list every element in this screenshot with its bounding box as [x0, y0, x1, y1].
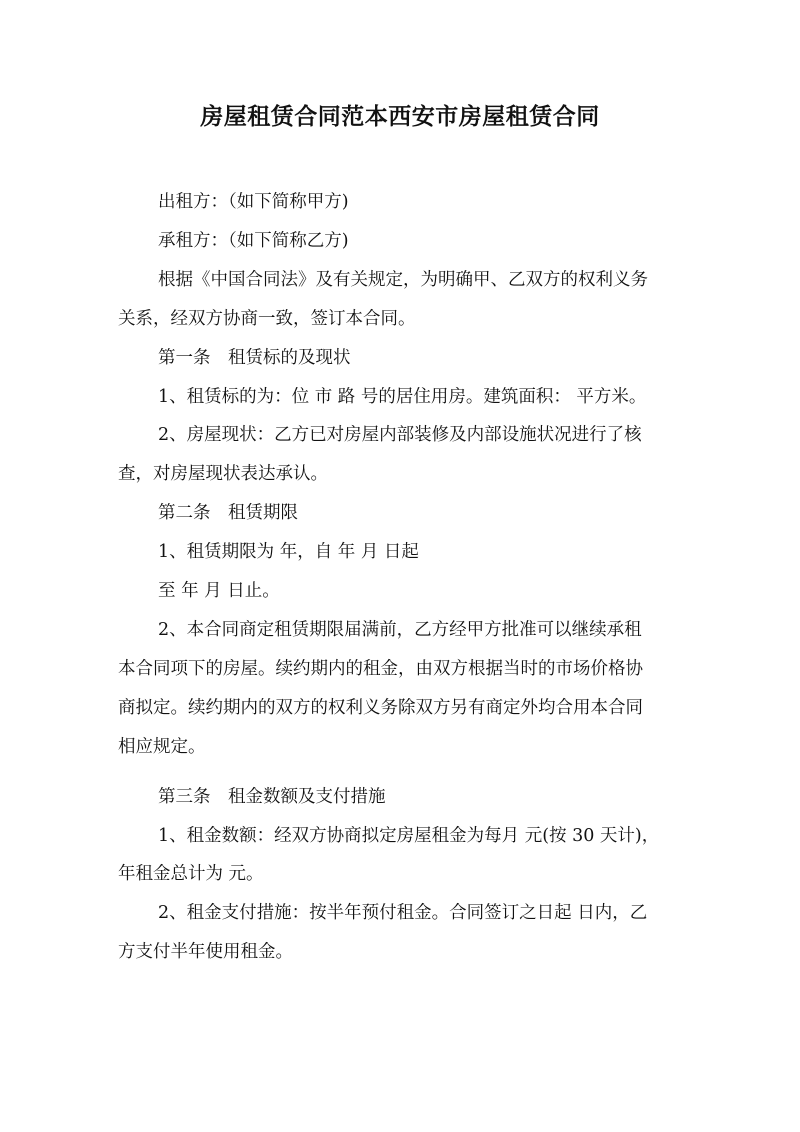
article-3-item-1-line-2: 年租金总计为 元。 [118, 864, 264, 885]
article-2-item-2-line-1: 2、本合同商定租赁期限届满前，乙方经甲方批准可以继续承租 [158, 619, 642, 640]
article-3-item-2-line-1: 2、租金支付措施：按半年预付租金。合同签订之日起 日内，乙 [158, 903, 648, 924]
document-title: 房屋租赁合同范本西安市房屋租赁合同 [200, 103, 600, 130]
article-2-item-1: 1、租赁期限为 年，自 年 月 日起 [158, 542, 419, 563]
article-3-item-2-line-2: 方支付半年使用租金。 [118, 942, 293, 963]
article-1-item-2-line-2: 查，对房屋现状表达承认。 [118, 464, 328, 485]
article-2-heading: 第二条 租赁期限 [158, 503, 298, 524]
preamble-line-1: 根据《中国合同法》及有关规定，为明确甲、乙双方的权利义务 [158, 269, 648, 290]
article-2-item-2-line-2: 本合同项下的房屋。续约期内的租金，由双方根据当时的市场价格协 [118, 658, 643, 679]
article-3-heading: 第三条 租金数额及支付措施 [158, 786, 386, 807]
document-body [118, 183, 684, 972]
article-1-heading: 第一条 租赁标的及现状 [158, 347, 351, 368]
article-3-item-1-line-1: 1、租金数额：经双方协商拟定房屋租金为每月 元(按 30 天计)， [158, 825, 660, 846]
article-2-item-2-line-3: 商拟定。续约期内的双方的权利义务除双方另有商定外均合用本合同 [118, 697, 643, 718]
article-2-item-1-continued: 至 年 月 日止。 [158, 581, 280, 602]
preamble-line-2: 关系，经双方协商一致，签订本合同。 [118, 308, 416, 329]
article-2-item-2-line-4: 相应规定。 [118, 736, 206, 757]
article-1-item-1: 1、租赁标的为：位 市 路 号的居住用房。建筑面积： 平方米。 [158, 386, 647, 407]
lessor-line: 出租方：（如下简称甲方) [158, 192, 349, 212]
lessee-line: 承租方：（如下简称乙方) [158, 230, 349, 251]
article-1-item-2-line-1: 2、房屋现状：乙方已对房屋内部装修及内部设施状况进行了核 [158, 425, 642, 446]
